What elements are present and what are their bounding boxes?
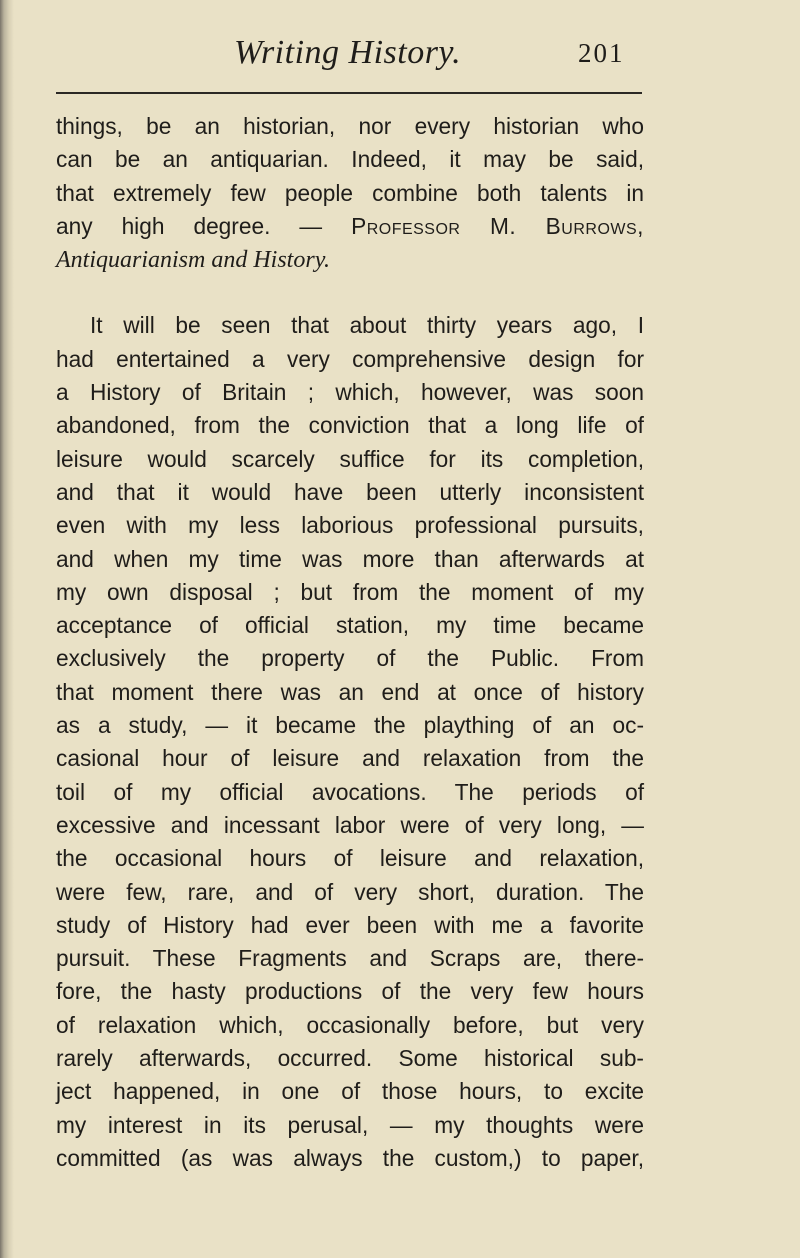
paragraph-line: fore, the hasty productions of the very few hours xyxy=(56,978,644,1005)
main-paragraph xyxy=(56,309,644,1175)
paragraph-line: toil of my official avocations. The periods of xyxy=(56,778,644,805)
paragraph-line: of relaxation which, occasionally before, but very xyxy=(56,1011,644,1038)
quote-source-title: Antiquarianism and History. xyxy=(56,247,331,274)
paragraph-line: and that it would have been utterly inconsistent xyxy=(56,478,644,505)
paragraph-line: ject happened, in one of those hours, to excite xyxy=(56,1078,644,1105)
quote-author: Professor M. Burrows, xyxy=(351,212,644,239)
paragraph-line: abandoned, from the conviction that a long life of xyxy=(56,412,644,439)
paragraph-line: that moment there was an end at once of history xyxy=(56,678,644,705)
running-title: Writing History. xyxy=(234,34,462,71)
running-head xyxy=(0,34,800,78)
quote-line-text: any high degree. — xyxy=(56,212,352,239)
paragraph-line: my interest in its perusal, — my thoughts were xyxy=(56,1111,644,1138)
header-rule xyxy=(56,92,642,94)
paragraph-line: leisure would scarcely suffice for its completion, xyxy=(56,445,644,472)
quote-block xyxy=(56,110,644,276)
page-number: 201 xyxy=(578,38,625,68)
paragraph-line: my own disposal ; but from the moment of my xyxy=(56,578,644,605)
paragraph-line: excessive and incessant labor were of very long, — xyxy=(56,811,644,838)
quote-line: that extremely few people combine both talents in xyxy=(56,179,644,206)
paragraph-line: had entertained a very comprehensive design for xyxy=(56,345,644,372)
quote-line: can be an antiquarian. Indeed, it may be said, xyxy=(56,146,644,173)
page-body xyxy=(56,110,644,1175)
paragraph-line: It will be seen that about thirty years ago, I xyxy=(90,312,644,339)
paragraph-line: the occasional hours of leisure and relaxation, xyxy=(56,845,644,872)
paragraph-line: committed (as was always the custom,) to paper, xyxy=(56,1144,644,1171)
paragraph-line: and when my time was more than afterwards at xyxy=(56,545,644,572)
paragraph-line: exclusively the property of the Public. From xyxy=(56,645,644,672)
paragraph-line: were few, rare, and of very short, duration. The xyxy=(56,878,644,905)
quote-attribution-line xyxy=(56,210,644,243)
paragraph-line: rarely afterwards, occurred. Some historical sub- xyxy=(56,1045,644,1072)
paragraph-line: casional hour of leisure and relaxation from the xyxy=(56,745,644,772)
paragraph-line: pursuit. These Fragments and Scraps are, there- xyxy=(56,945,644,972)
paragraph-line: acceptance of official station, my time became xyxy=(56,612,644,639)
paragraph-gap xyxy=(56,276,644,309)
page-binding-edge xyxy=(0,0,14,1258)
quote-source-line xyxy=(56,243,644,276)
paragraph-line: a History of Britain ; which, however, was soon xyxy=(56,379,644,406)
quote-line: things, be an historian, nor every historian who xyxy=(56,113,644,139)
paragraph-line: study of History had ever been with me a favorite xyxy=(56,911,644,938)
paragraph-line: even with my less laborious professional pursuits, xyxy=(56,512,644,539)
paragraph-line: as a study, — it became the plaything of an oc- xyxy=(56,712,644,739)
